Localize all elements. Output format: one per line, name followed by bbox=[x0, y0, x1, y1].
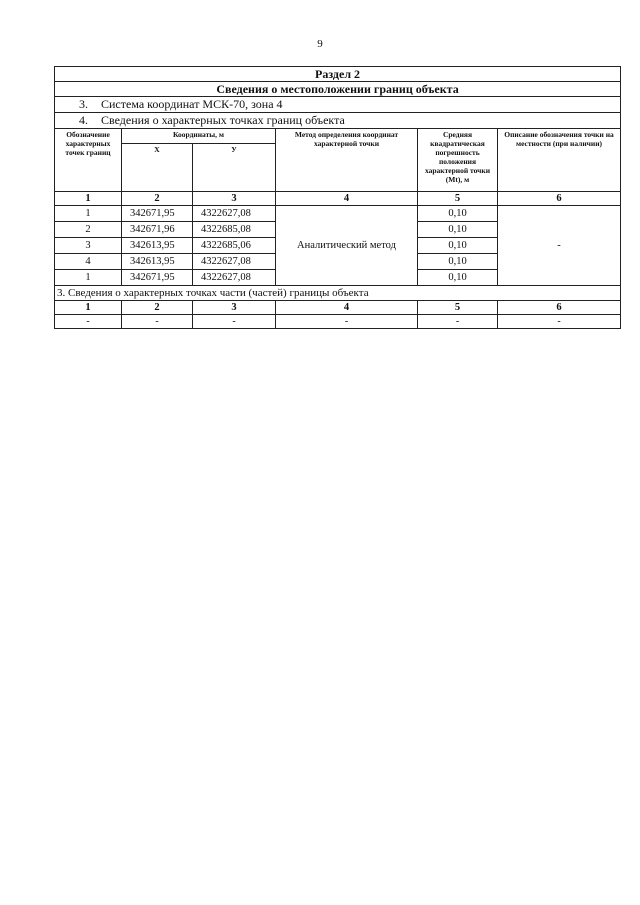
method-value: Аналитический метод bbox=[276, 206, 418, 286]
point-id: 4 bbox=[55, 254, 122, 270]
section-title-row bbox=[55, 67, 621, 82]
point-y: 4322627,08 bbox=[193, 254, 276, 270]
point-id: 1 bbox=[55, 270, 122, 286]
page-number: 9 bbox=[317, 38, 323, 50]
point-accuracy: 0,10 bbox=[418, 222, 498, 238]
description-value: - bbox=[498, 206, 621, 286]
column-number: 6 bbox=[498, 192, 621, 206]
column-number: 5 bbox=[418, 192, 498, 206]
point-x: 342671,96 bbox=[122, 222, 193, 238]
section-subtitle-row bbox=[55, 82, 621, 97]
part-column-number-row bbox=[55, 301, 621, 315]
point-y: 4322685,06 bbox=[193, 238, 276, 254]
point-id: 1 bbox=[55, 206, 122, 222]
header-y: У bbox=[193, 144, 276, 192]
table-row bbox=[55, 206, 621, 222]
column-number: 4 bbox=[276, 301, 418, 315]
item-text: Сведения о характерных точках границ объекта bbox=[101, 113, 345, 127]
item-number: 4. bbox=[79, 113, 88, 127]
point-x: 342671,95 bbox=[122, 270, 193, 286]
point-y: 4322627,08 bbox=[193, 206, 276, 222]
coordinate-system bbox=[55, 97, 621, 113]
section-title: Раздел 2 bbox=[55, 67, 621, 82]
point-accuracy: 0,10 bbox=[418, 238, 498, 254]
header-x: Х bbox=[122, 144, 193, 192]
column-number-row bbox=[55, 192, 621, 206]
dash-cell: - bbox=[276, 315, 418, 329]
column-number: 4 bbox=[276, 192, 418, 206]
header-accuracy: Средняя квадратическая погрешность положения характерной точки (Мt), м bbox=[418, 129, 498, 192]
dash-cell: - bbox=[418, 315, 498, 329]
column-number: 2 bbox=[122, 301, 193, 315]
point-y: 4322627,08 bbox=[193, 270, 276, 286]
point-id: 2 bbox=[55, 222, 122, 238]
header-description: Описание обозначения точки на местности (при наличии) bbox=[498, 129, 621, 192]
header-coordinates: Координаты, м bbox=[122, 129, 276, 144]
points-heading bbox=[55, 113, 621, 129]
boundary-table bbox=[54, 66, 621, 329]
point-accuracy: 0,10 bbox=[418, 270, 498, 286]
coordinate-system-row bbox=[55, 97, 621, 113]
dash-cell: - bbox=[498, 315, 621, 329]
item-number: 3. bbox=[79, 97, 88, 111]
header-point-designation: Обозначение характерных точек границ bbox=[55, 129, 122, 192]
item-text: Система координат МСК-70, зона 4 bbox=[101, 97, 283, 111]
point-id: 3 bbox=[55, 238, 122, 254]
points-heading-row bbox=[55, 113, 621, 129]
table-header-row bbox=[55, 129, 621, 144]
column-number: 6 bbox=[498, 301, 621, 315]
dash-cell: - bbox=[122, 315, 193, 329]
column-number: 1 bbox=[55, 301, 122, 315]
point-y: 4322685,08 bbox=[193, 222, 276, 238]
column-number: 5 bbox=[418, 301, 498, 315]
part-section-title: 3. Сведения о характерных точках части (частей) границы объекта bbox=[55, 286, 621, 301]
point-x: 342613,95 bbox=[122, 254, 193, 270]
section-subtitle: Сведения о местоположении границ объекта bbox=[55, 82, 621, 97]
part-section-row bbox=[55, 286, 621, 301]
point-accuracy: 0,10 bbox=[418, 254, 498, 270]
point-x: 342613,95 bbox=[122, 238, 193, 254]
column-number: 3 bbox=[193, 192, 276, 206]
header-method: Метод определения координат характерной точки bbox=[276, 129, 418, 192]
point-accuracy: 0,10 bbox=[418, 206, 498, 222]
dash-cell: - bbox=[193, 315, 276, 329]
column-number: 3 bbox=[193, 301, 276, 315]
column-number: 2 bbox=[122, 192, 193, 206]
point-x: 342671,95 bbox=[122, 206, 193, 222]
column-number: 1 bbox=[55, 192, 122, 206]
dash-cell: - bbox=[55, 315, 122, 329]
part-dash-row bbox=[55, 315, 621, 329]
